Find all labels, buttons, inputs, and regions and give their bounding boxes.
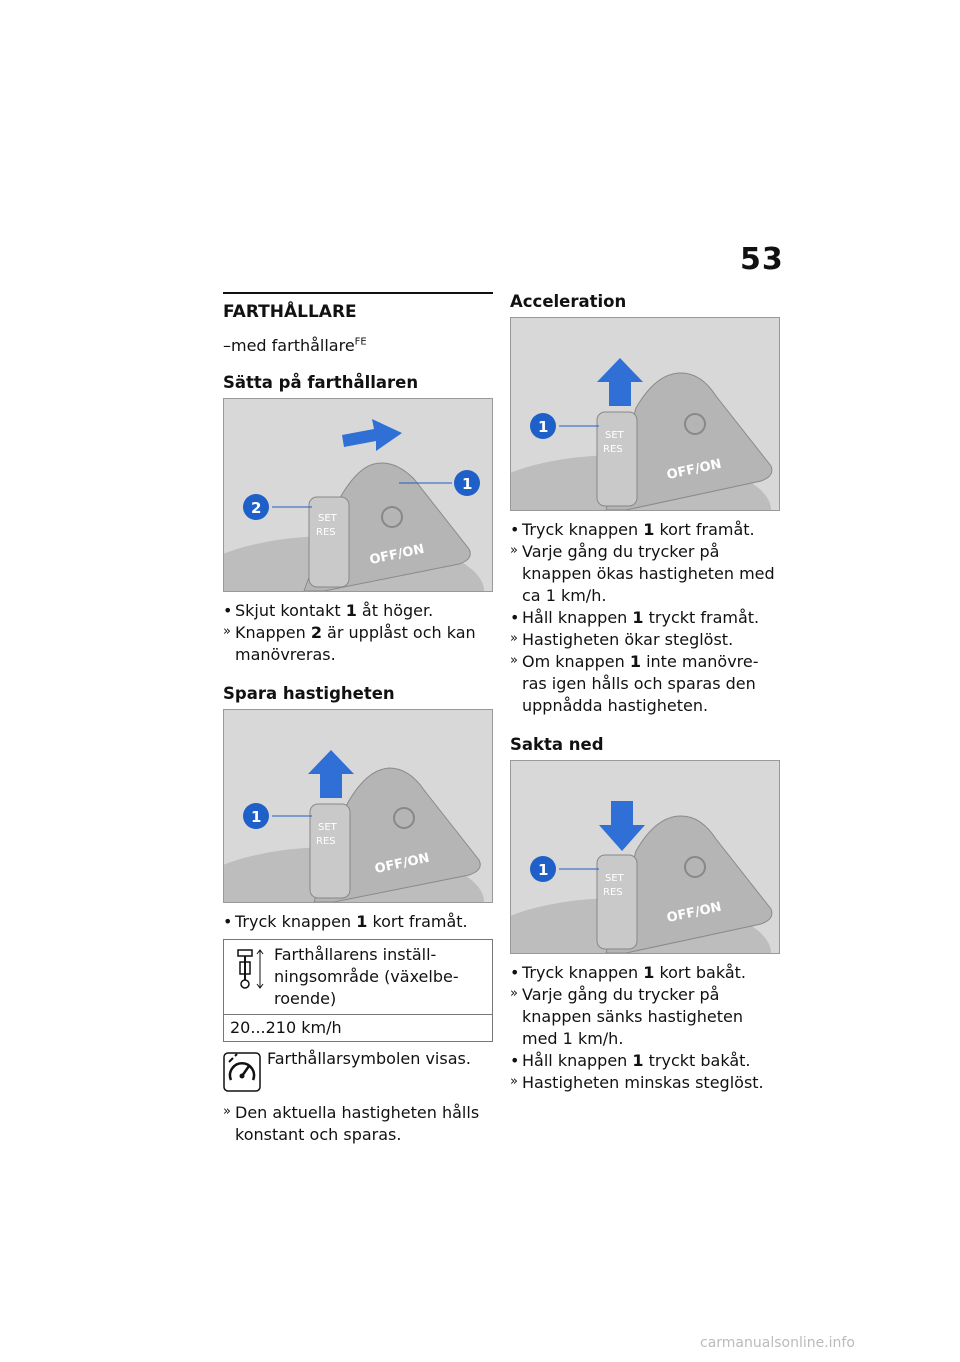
set-label: SET [605,873,624,884]
list-item [223,622,493,666]
res-label: RES [603,887,623,898]
step-number: 1 [629,652,641,671]
heading-decelerate: Sakta ned [510,735,604,754]
list-item [223,911,493,933]
offon-label: OFF/ON [665,456,723,483]
callout-2: 2 [251,499,262,517]
figure-activate [223,398,493,592]
step-text: kort framåt. [654,520,755,539]
list-item [510,607,780,629]
section-header [223,292,493,322]
step-text: Hastigheten minskas steglöst. [522,1073,764,1092]
res-label: RES [316,836,336,847]
callout-1: 1 [538,418,549,436]
list-item [510,541,780,607]
list-item [510,1050,780,1072]
figure-save-speed-illustration [224,710,492,902]
step-number: 1 [643,963,655,982]
callout-1: 1 [538,861,549,879]
step-text: Knappen [235,623,311,642]
heading-save-speed: Spara hastigheten [223,684,395,703]
page-number: 53 [740,242,784,277]
steps-activate [223,600,493,666]
steps-save-speed [223,911,493,933]
list-item [510,519,780,541]
step-text: kort bakåt. [654,963,746,982]
step-text: kort framåt. [367,912,468,931]
figure-activate-illustration [224,399,492,591]
list-item [510,651,780,717]
step-text: Hastigheten ökar steglöst. [522,630,734,649]
step-text: inte manövre-ras igen hålls och sparas den uppnådda hastigheten. [522,652,759,715]
steps-save-result [223,1102,493,1146]
list-item [510,1072,780,1094]
list-item [223,1102,493,1146]
step-number: 1 [632,1051,644,1070]
step-number: 2 [310,623,322,642]
step-number: 1 [356,912,368,931]
heading-activate: Sätta på farthållaren [223,373,419,392]
figure-acceleration [510,317,780,511]
suspension-range-icon [232,946,268,992]
res-label: RES [603,444,623,455]
subtitle-text: –med farthållare [223,336,355,355]
step-text: Tryck knappen [235,912,357,931]
step-text: Tryck knappen [522,963,644,982]
left-column [223,292,493,1146]
watermark: carmanualsonline.info [700,1335,855,1351]
figure-acceleration-illustration [511,318,779,510]
set-label: SET [318,822,337,833]
figure-decelerate-illustration [511,761,779,953]
subtitle-sup: FE [354,336,367,348]
step-text: Varje gång du trycker på knappen ökas hastigheten med ca 1 km/h. [522,542,775,605]
cruise-control-symbol-icon [223,1052,261,1092]
spec-label-row [224,940,492,1014]
step-number: 1 [632,608,644,627]
callout-1: 1 [462,475,473,493]
step-text: är upplåst och kan manövreras. [235,623,476,664]
step-text: Tryck knappen [522,520,644,539]
cruise-symbol-text: Farthållarsymbolen visas. [267,1049,471,1068]
cruise-symbol-row [223,1048,493,1092]
steps-decelerate [510,962,780,1094]
step-text: Den aktuella hastigheten hålls konstant och sparas. [235,1103,480,1144]
figure-decelerate [510,760,780,954]
spec-label: Farthållarens inställ-ningsområde (växelbe-roende) [274,945,459,1008]
step-text: tryckt bakåt. [643,1051,751,1070]
step-text: åt höger. [356,601,434,620]
section-subtitle [223,336,493,355]
figure-save-speed [223,709,493,903]
step-text: Skjut kontakt [235,601,346,620]
heading-acceleration: Acceleration [510,292,627,311]
offon-label: OFF/ON [368,541,426,569]
res-label: RES [316,527,336,538]
steps-acceleration [510,519,780,717]
step-number: 1 [345,601,357,620]
spec-value: 20...210 km/h [224,1014,492,1041]
set-label: SET [318,513,337,524]
step-text: Om knappen [522,652,630,671]
step-text: Håll knappen [522,608,633,627]
callout-1: 1 [251,808,262,826]
step-text: Håll knappen [522,1051,633,1070]
offon-label: OFF/ON [665,899,723,926]
section-title: FARTHÅLLARE [223,302,357,322]
list-item [223,600,493,622]
list-item [510,629,780,651]
set-label: SET [605,430,624,441]
step-text: Varje gång du trycker på knappen sänks hastigheten med 1 km/h. [522,985,743,1048]
list-item [510,962,780,984]
offon-label: OFF/ON [373,850,431,877]
right-column [510,292,780,1094]
step-text: tryckt framåt. [643,608,760,627]
step-number: 1 [643,520,655,539]
list-item [510,984,780,1050]
spec-table [223,939,493,1042]
